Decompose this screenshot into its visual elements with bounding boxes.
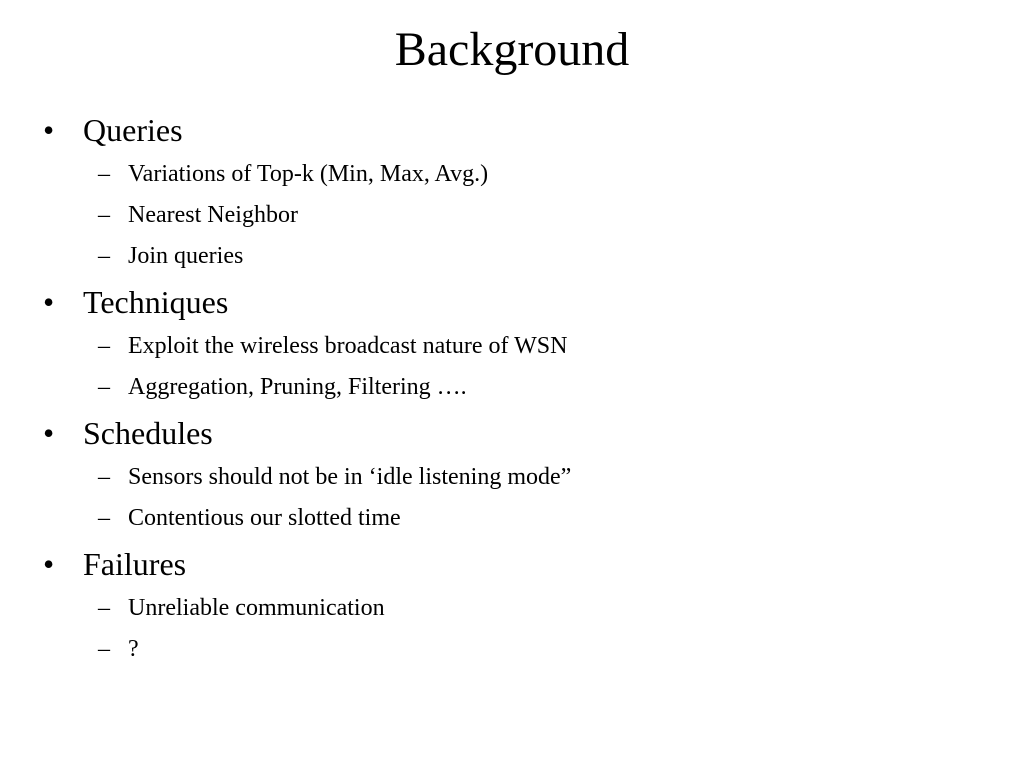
sub-bullet-label: Exploit the wireless broadcast nature of WSN — [128, 333, 568, 359]
bullet-marker: • — [43, 546, 55, 582]
sub-bullet-label: Nearest Neighbor — [128, 202, 298, 228]
sub-bullet-join-queries — [0, 242, 1024, 270]
sub-bullet-slotted-time — [0, 504, 1024, 532]
sub-bullet-label: Sensors should not be in ‘idle listening mode” — [128, 464, 572, 490]
bullet-label: Queries — [83, 112, 183, 148]
bullet-label: Failures — [83, 546, 187, 582]
sub-bullet-marker: – — [98, 333, 110, 359]
sub-bullet-label: Join queries — [128, 243, 244, 269]
bullet-techniques — [0, 284, 1024, 320]
sub-bullet-label: Contentious our slotted time — [128, 505, 401, 531]
sub-bullet-marker: – — [98, 464, 110, 490]
sub-bullet-marker: – — [98, 161, 110, 187]
sub-bullet-marker: – — [98, 636, 110, 662]
sub-bullet-marker: – — [98, 202, 110, 228]
bullet-marker: • — [43, 284, 55, 320]
slide-title: Background — [394, 23, 630, 76]
sub-bullet-label: Unreliable communication — [128, 595, 385, 621]
sub-bullet-marker: – — [98, 505, 110, 531]
bullet-schedules — [0, 415, 1024, 451]
sub-bullet-unreliable-communication — [0, 594, 1024, 622]
sub-bullet-nearest-neighbor — [0, 201, 1024, 229]
sub-bullet-marker: – — [98, 374, 110, 400]
sub-bullet-label: Variations of Top-k (Min, Max, Avg.) — [128, 161, 489, 187]
bullet-label: Techniques — [83, 284, 229, 320]
bullet-marker: • — [43, 112, 55, 148]
sub-bullet-label: Aggregation, Pruning, Filtering …. — [128, 374, 467, 400]
bullet-label: Schedules — [83, 415, 213, 451]
sub-bullet-broadcast — [0, 332, 1024, 360]
sub-bullet-idle-listening — [0, 463, 1024, 491]
sub-bullet-label: ? — [128, 636, 139, 662]
sub-bullet-question — [0, 635, 1024, 663]
sub-bullet-top-k — [0, 160, 1024, 188]
sub-bullet-marker: – — [98, 595, 110, 621]
bullet-queries — [0, 112, 1024, 148]
sub-bullet-marker: – — [98, 243, 110, 269]
bullet-marker: • — [43, 415, 55, 451]
sub-bullet-aggregation — [0, 373, 1024, 401]
bullet-failures — [0, 546, 1024, 582]
